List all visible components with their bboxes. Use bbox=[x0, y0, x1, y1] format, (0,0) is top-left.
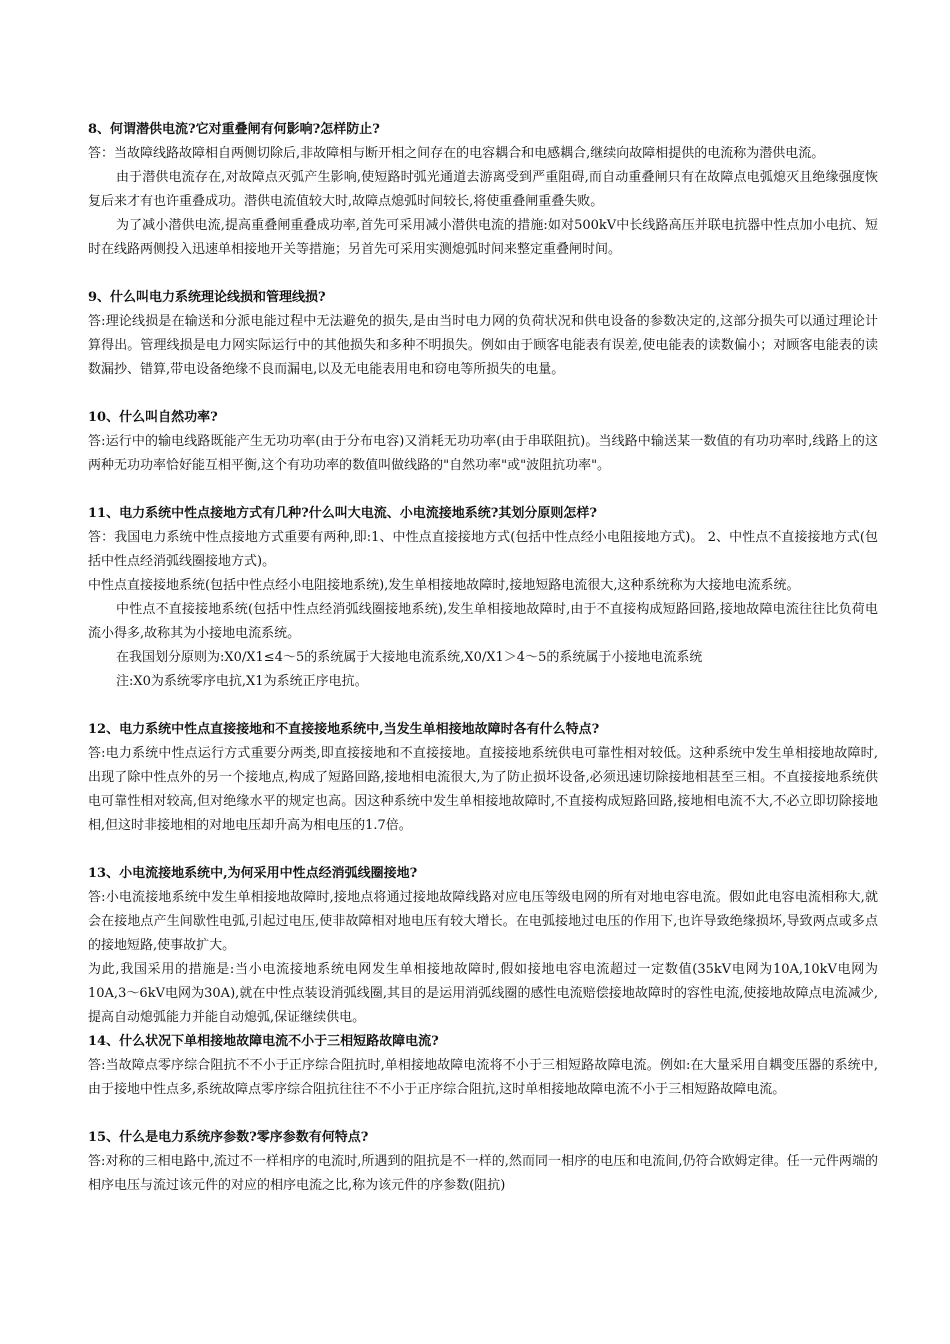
answer-paragraph: 答:理论线损是在输送和分派电能过程中无法避免的损失,是由当时电力网的负荷状况和供电设备的参数决定的,这部分损失可以通过理论计算得出。管理线损是电力网实际运行中的其他损失和多种不明损失。例如由于顾客电能表有误差,使电能表的读数偏小；对顾客电能表的读数漏抄、错算,带电设备绝缘不良而漏电,以及无电能表用电和窃电等所损失的电量。 bbox=[88, 314, 878, 377]
qa-section bbox=[88, 118, 878, 262]
question-heading: 14、什么状况下单相接地故障电流不小于三相短路故障电流? bbox=[88, 1034, 439, 1049]
answer-paragraph: 答:电力系统中性点运行方式重要分两类,即直接接地和不直接接地。直接接地系统供电可靠性相对较低。这种系统中发生单相接地故障时,出现了除中性点外的另一个接地点,构成了短路回路,接地相电流很大,为了防止损坏设备,必须迅速切除接地相甚至三相。不直接接地系统供电可靠性相对较高,但对绝缘水平的规定也高。因这种系统中发生单相接地故障时,不直接构成短路回路,接地相电流不大,不必立即切除接地相,但这时非接地相的对地电压却升高为相电压的1.7倍。 bbox=[88, 746, 878, 833]
qa-section bbox=[88, 862, 878, 1030]
qa-section bbox=[88, 406, 878, 478]
answer-paragraph: 答:小电流接地系统中发生单相接地故障时,接地点将通过接地故障线路对应电压等级电网的所有对地电容电流。假如此电容电流相称大,就会在接地点产生间歇性电弧,引起过电压,使非故障相对地电压有较大增长。在电弧接地过电压的作用下,也许导致绝缘损坏,导致两点或多点的接地短路,使事故扩大。 bbox=[88, 890, 878, 953]
question-heading: 9、什么叫电力系统理论线损和管理线损? bbox=[88, 290, 326, 305]
answer-paragraph: 由于潜供电流存在,对故障点灭弧产生影响,使短路时弧光通道去游离受到严重阻碍,而自动重叠闸只有在故障点电弧熄灭且绝缘强度恢复后来才有也许重叠成功。潜供电流值较大时,故障点熄弧时间较长,将使重叠闸重叠失败。 bbox=[88, 170, 878, 209]
question-heading: 15、什么是电力系统序参数?零序参数有何特点? bbox=[88, 1130, 369, 1145]
qa-section bbox=[88, 502, 878, 694]
answer-paragraph: 为此,我国采用的措施是:当小电流接地系统电网发生单相接地故障时,假如接地电容电流超过一定数值(35kV电网为10A,10kV电网为10A,3～6kV电网为30A),就在中性点装设消弧线圈,其目的是运用消弧线圈的感性电流赔偿接地故障时的容性电流,使接地故障点电流减少,提高自动熄弧能力并能自动熄弧,保证继续供电。 bbox=[88, 962, 878, 1025]
qa-section bbox=[88, 718, 878, 838]
answer-paragraph: 答：当故障线路故障相自两侧切除后,非故障相与断开相之间存在的电容耦合和电感耦合,继续向故障相提供的电流称为潜供电流。 bbox=[88, 146, 825, 161]
answer-paragraph: 答：我国电力系统中性点接地方式重要有两种,即:1、中性点直接接地方式(包括中性点经小电阻接地方式)。 2、中性点不直接接地方式(包括中性点经消弧线圈接地方式)。 bbox=[88, 530, 878, 569]
qa-section bbox=[88, 286, 878, 382]
answer-paragraph: 注:X0为系统零序电抗,X1为系统正序电抗。 bbox=[116, 674, 368, 689]
qa-section bbox=[88, 1126, 878, 1198]
answer-paragraph: 答:对称的三相电路中,流过不一样相序的电流时,所遇到的阻抗是不一样的,然而同一相序的电压和电流间,仍符合欧姆定律。任一元件两端的相序电压与流过该元件的对应的相序电流之比,称为该元件的序参数(阻抗) bbox=[88, 1154, 878, 1193]
question-heading: 10、什么叫自然功率? bbox=[88, 410, 218, 425]
document-page bbox=[88, 118, 878, 1222]
question-heading: 13、小电流接地系统中,为何采用中性点经消弧线圈接地? bbox=[88, 866, 418, 881]
answer-paragraph: 中性点直接接地系统(包括中性点经小电阻接地系统),发生单相接地故障时,接地短路电流很大,这种系统称为大接地电流系统。 bbox=[88, 578, 800, 593]
answer-paragraph: 在我国划分原则为:X0/X1≤4～5的系统属于大接地电流系统,X0/X1＞4～5的系统属于小接地电流系统 bbox=[116, 650, 703, 665]
question-heading: 11、电力系统中性点接地方式有几种?什么叫大电流、小电流接地系统?其划分原则怎样? bbox=[88, 506, 597, 521]
answer-paragraph: 为了减小潜供电流,提高重叠闸重叠成功率,首先可采用减小潜供电流的措施:如对500kV中长线路高压并联电抗器中性点加小电抗、短时在线路两侧投入迅速单相接地开关等措施；另首先可采用实测熄弧时间来整定重叠闸时间。 bbox=[88, 218, 878, 257]
answer-paragraph: 答:运行中的输电线路既能产生无功功率(由于分布电容)又消耗无功功率(由于串联阻抗)。当线路中输送某一数值的有功功率时,线路上的这两种无功功率恰好能互相平衡,这个有功功率的数值叫做线路的"自然功率"或"波阻抗功率"。 bbox=[88, 434, 878, 473]
answer-paragraph: 中性点不直接接地系统(包括中性点经消弧线圈接地系统),发生单相接地故障时,由于不直接构成短路回路,接地故障电流往往比负荷电流小得多,故称其为小接地电流系统。 bbox=[88, 602, 878, 641]
question-heading: 8、何谓潜供电流?它对重叠闸有何影响?怎样防止? bbox=[88, 122, 380, 137]
qa-section bbox=[88, 1030, 878, 1102]
question-heading: 12、电力系统中性点直接接地和不直接接地系统中,当发生单相接地故障时各有什么特点? bbox=[88, 722, 600, 737]
answer-paragraph: 答:当故障点零序综合阻抗不不小于正序综合阻抗时,单相接地故障电流将不小于三相短路故障电流。例如:在大量采用自耦变压器的系统中,由于接地中性点多,系统故障点零序综合阻抗往往不不小于正序综合阻抗,这时单相接地故障电流不小于三相短路故障电流。 bbox=[88, 1058, 878, 1097]
